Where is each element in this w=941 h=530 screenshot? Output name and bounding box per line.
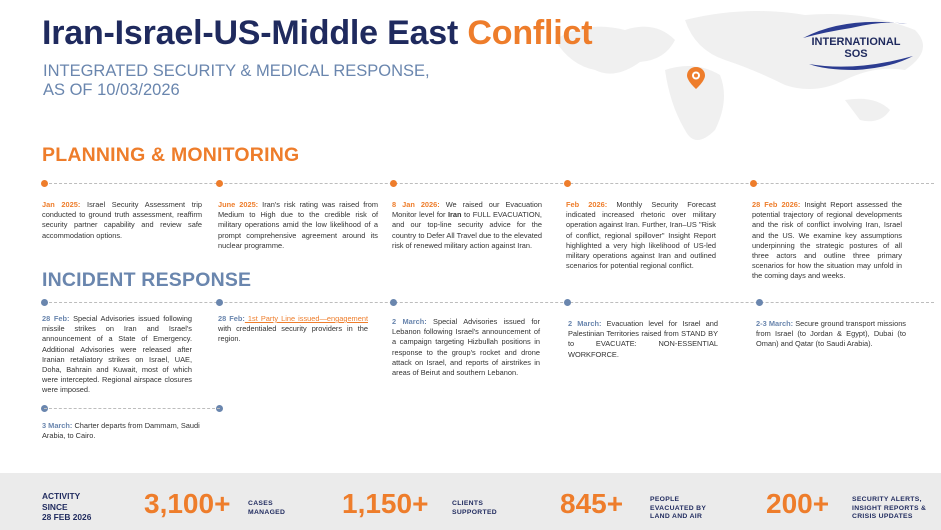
incident-entry-3-march-charter: 3 March: Charter departs from Dammam, Saudi Arabia, to Cairo.	[42, 421, 200, 441]
planning-timeline-dot	[216, 180, 223, 187]
planning-timeline-dot	[564, 180, 571, 187]
incident-entry-2-3-march-transport: 2-3 March: Secure ground transport missions from Israel (to Jordan & Egypt), Dubai (to Oman) and Qatar (to Saudi Arabia).	[756, 319, 906, 349]
location-pin-icon	[684, 66, 708, 90]
planning-timeline-dot	[41, 180, 48, 187]
planning-timeline-dot	[750, 180, 757, 187]
page-title-main: Iran-Israel-US-Middle East	[42, 14, 468, 52]
planning-entry-8-jan-2026: 8 Jan 2026: We raised our Evacuation Monitor level for Iran to FULL EVACUATION, and our top-line security advice for the country to Defer All Travel due to the elevated risk of renewed military action against Iran.	[392, 200, 543, 250]
planning-entry-june-2025: June 2025: Iran's risk rating was raised from Medium to High due to the credible risk of military operations amid the low likelihood of a prompt comprehensive agreement around its nuclear programme.	[218, 200, 378, 250]
subtitle-line-1: INTEGRATED SECURITY & MEDICAL RESPONSE,	[43, 62, 430, 80]
planning-section-title: PLANNING & MONITORING	[42, 144, 300, 166]
planning-timeline-line	[44, 183, 934, 184]
incident-timeline-line-short	[44, 408, 220, 409]
stat-clients-value: 1,150+	[342, 488, 429, 519]
incident-timeline-dot	[564, 299, 571, 306]
stat-evacuated-value: 845+	[560, 488, 624, 519]
incident-timeline-dot	[216, 299, 223, 306]
stat-alerts-value: 200+	[766, 488, 830, 519]
planning-timeline-dot	[390, 180, 397, 187]
subtitle-line-2: AS OF 10/03/2026	[43, 81, 180, 99]
page-subtitle	[43, 62, 513, 100]
logo-text	[795, 36, 917, 60]
incident-timeline-line	[44, 302, 934, 303]
incident-entry-28-feb-party-line: 28 Feb: 1st Party Line issued—engagement with credentialed security providers in the region.	[218, 314, 368, 344]
page-title-accent: Conflict	[467, 14, 593, 52]
incident-timeline-dot	[390, 299, 397, 306]
incident-entry-2-march-evacuation: 2 March: Evacuation level for Israel and Palestinian Territories raised from STAND BY to EVACUATE: NON-ESSENTIAL WORKFORCE.	[568, 319, 718, 359]
logo-line-1: INTERNATIONAL	[811, 36, 901, 48]
incident-section-title: INCIDENT RESPONSE	[42, 269, 252, 291]
incident-timeline-dot	[756, 299, 763, 306]
stat-cases-label: CASES MANAGED	[248, 500, 286, 516]
stat-alerts-label: SECURITY ALERTS, INSIGHT REPORTS & CRISIS UPDATES	[852, 496, 927, 521]
activity-label: ACTIVITY SINCE 28 FEB 2026	[42, 491, 92, 522]
planning-entry-jan-2025: Jan 2025: Israel Security Assessment trip conducted to ground truth assessment, reaffirm security partner capability and review safe accommodation options.	[42, 200, 202, 240]
logo-line-2: SOS	[844, 48, 868, 60]
planning-entry-feb-2026: Feb 2026: Monthly Security Forecast indicated increased rhetoric over military operation against Iran. Further, Iran–US "Risk of conflict, regional spillover" Insight Report highlighted a very high likelihood of US-led military operations against Iran and outlined scenarios for potential regional conflict.	[566, 200, 716, 271]
page-title	[42, 14, 592, 53]
party-line-link[interactable]: 1st Party Line issued—engagement	[244, 314, 368, 323]
incident-entry-28-feb-advisories: 28 Feb: Special Advisories issued following missile strikes on Iran and Israel's announcement of a State of Emergency. Additional Advisories were released after Iranian retaliatory strikes on Israel, UAE, Doha, Bahrain and Kuwait, most of which were intercepted. Regional airspace closures were imposed.	[42, 314, 192, 395]
incident-entry-2-march-lebanon: 2 March: Special Advisories issued for Lebanon following Israel's announcement of a campaign targeting Hizbullah positions in response to the group's rocket and drone attack on Israel, and reports of airstrikes in areas of Beirut and southern Lebanon.	[392, 317, 540, 378]
international-sos-logo	[795, 16, 923, 72]
stat-cases-value: 3,100+	[144, 488, 231, 519]
incident-timeline-dot	[41, 299, 48, 306]
stat-evacuated-label: PEOPLE EVACUATED BY LAND AND AIR	[650, 496, 707, 521]
planning-entry-28-feb-2026: 28 Feb 2026: Insight Report assessed the potential trajectory of regional developments and the risk of conflict involving Iran, Israel and the US. We examine key assumptions underpinning the strategic postures of all three actors and outline three primary scenarios for how the situation may unfold in the coming days and weeks.	[752, 200, 902, 281]
stat-clients-label: CLIENTS SUPPORTED	[452, 500, 497, 516]
